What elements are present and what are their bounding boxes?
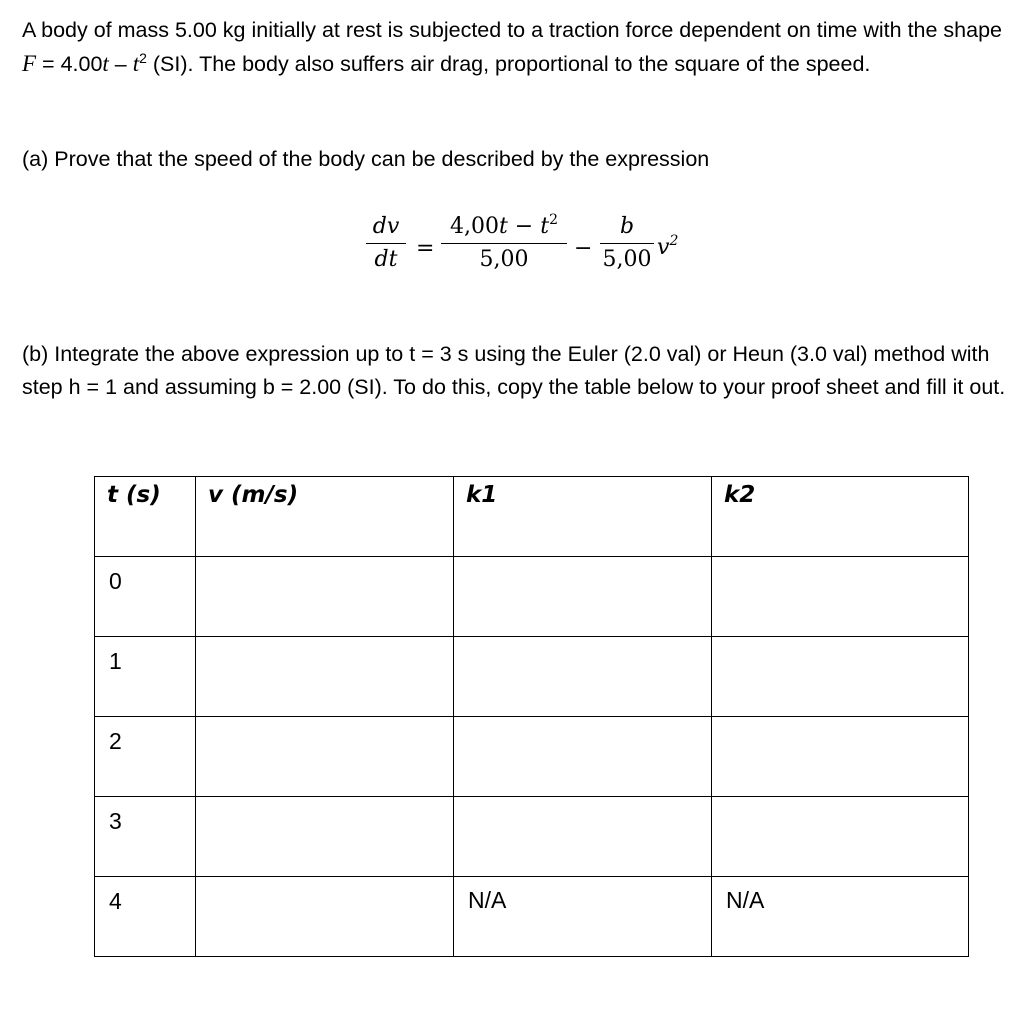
cell-k2 — [712, 637, 969, 717]
results-table — [94, 476, 969, 957]
part-a-text: (a) Prove that the speed of the body can be described by the expression — [22, 147, 710, 171]
cell-k1 — [454, 717, 712, 797]
table-row — [95, 557, 969, 637]
cell-k2 — [712, 557, 969, 637]
cell-k1 — [454, 797, 712, 877]
cell-k1 — [454, 557, 712, 637]
cell-k1 — [454, 637, 712, 717]
part-b-text: (b) Integrate the above expression up to t = 3 s using the Euler (2.0 val) or Heun (3.0 val) method with step h = 1 and assuming b = 2.00 (SI). To do this, copy the table below to your proof sheet and fill it out. — [22, 342, 1006, 399]
cell-v — [196, 797, 454, 877]
cell-v — [196, 637, 454, 717]
header-t: t (s) — [107, 482, 161, 508]
cell-v — [196, 557, 454, 637]
cell-t: 4 — [109, 888, 122, 914]
cell-v — [196, 877, 454, 957]
force-fraction: $4,00t - t^2$ 5,00 — [441, 214, 567, 272]
table-row — [95, 717, 969, 797]
header-k1: k1 — [466, 482, 498, 508]
v-squared: $v^2$ — [657, 233, 679, 260]
table-row — [95, 797, 969, 877]
header-k2: k2 — [724, 482, 756, 508]
header-v: v (m/s) — [208, 482, 299, 508]
table-header-row — [95, 477, 969, 557]
velocity-equation — [366, 212, 706, 287]
cell-t: 1 — [109, 648, 122, 674]
cell-k2 — [712, 797, 969, 877]
var-F: F — [22, 51, 37, 76]
equals-sign: = — [416, 236, 435, 261]
cell-k2-na: N/A — [726, 887, 765, 913]
cell-t: 3 — [109, 808, 122, 834]
problem-statement: A body of mass 5.00 kg initially at rest is subjected to a traction force dependent on time with the shape $F = 4.00t - t^2$ (SI). The body also suffers air drag, proportional to the square of the speed. — [22, 18, 1003, 76]
table-row — [95, 877, 969, 957]
lhs-fraction: dv dt — [366, 214, 406, 272]
cell-t: 0 — [109, 568, 122, 594]
cell-k1-na: N/A — [468, 887, 507, 913]
drag-fraction: b 5,00 — [600, 214, 654, 272]
cell-k2 — [712, 717, 969, 797]
cell-t: 2 — [109, 728, 122, 754]
table-row — [95, 637, 969, 717]
cell-v — [196, 717, 454, 797]
minus-sign: − — [574, 236, 593, 261]
